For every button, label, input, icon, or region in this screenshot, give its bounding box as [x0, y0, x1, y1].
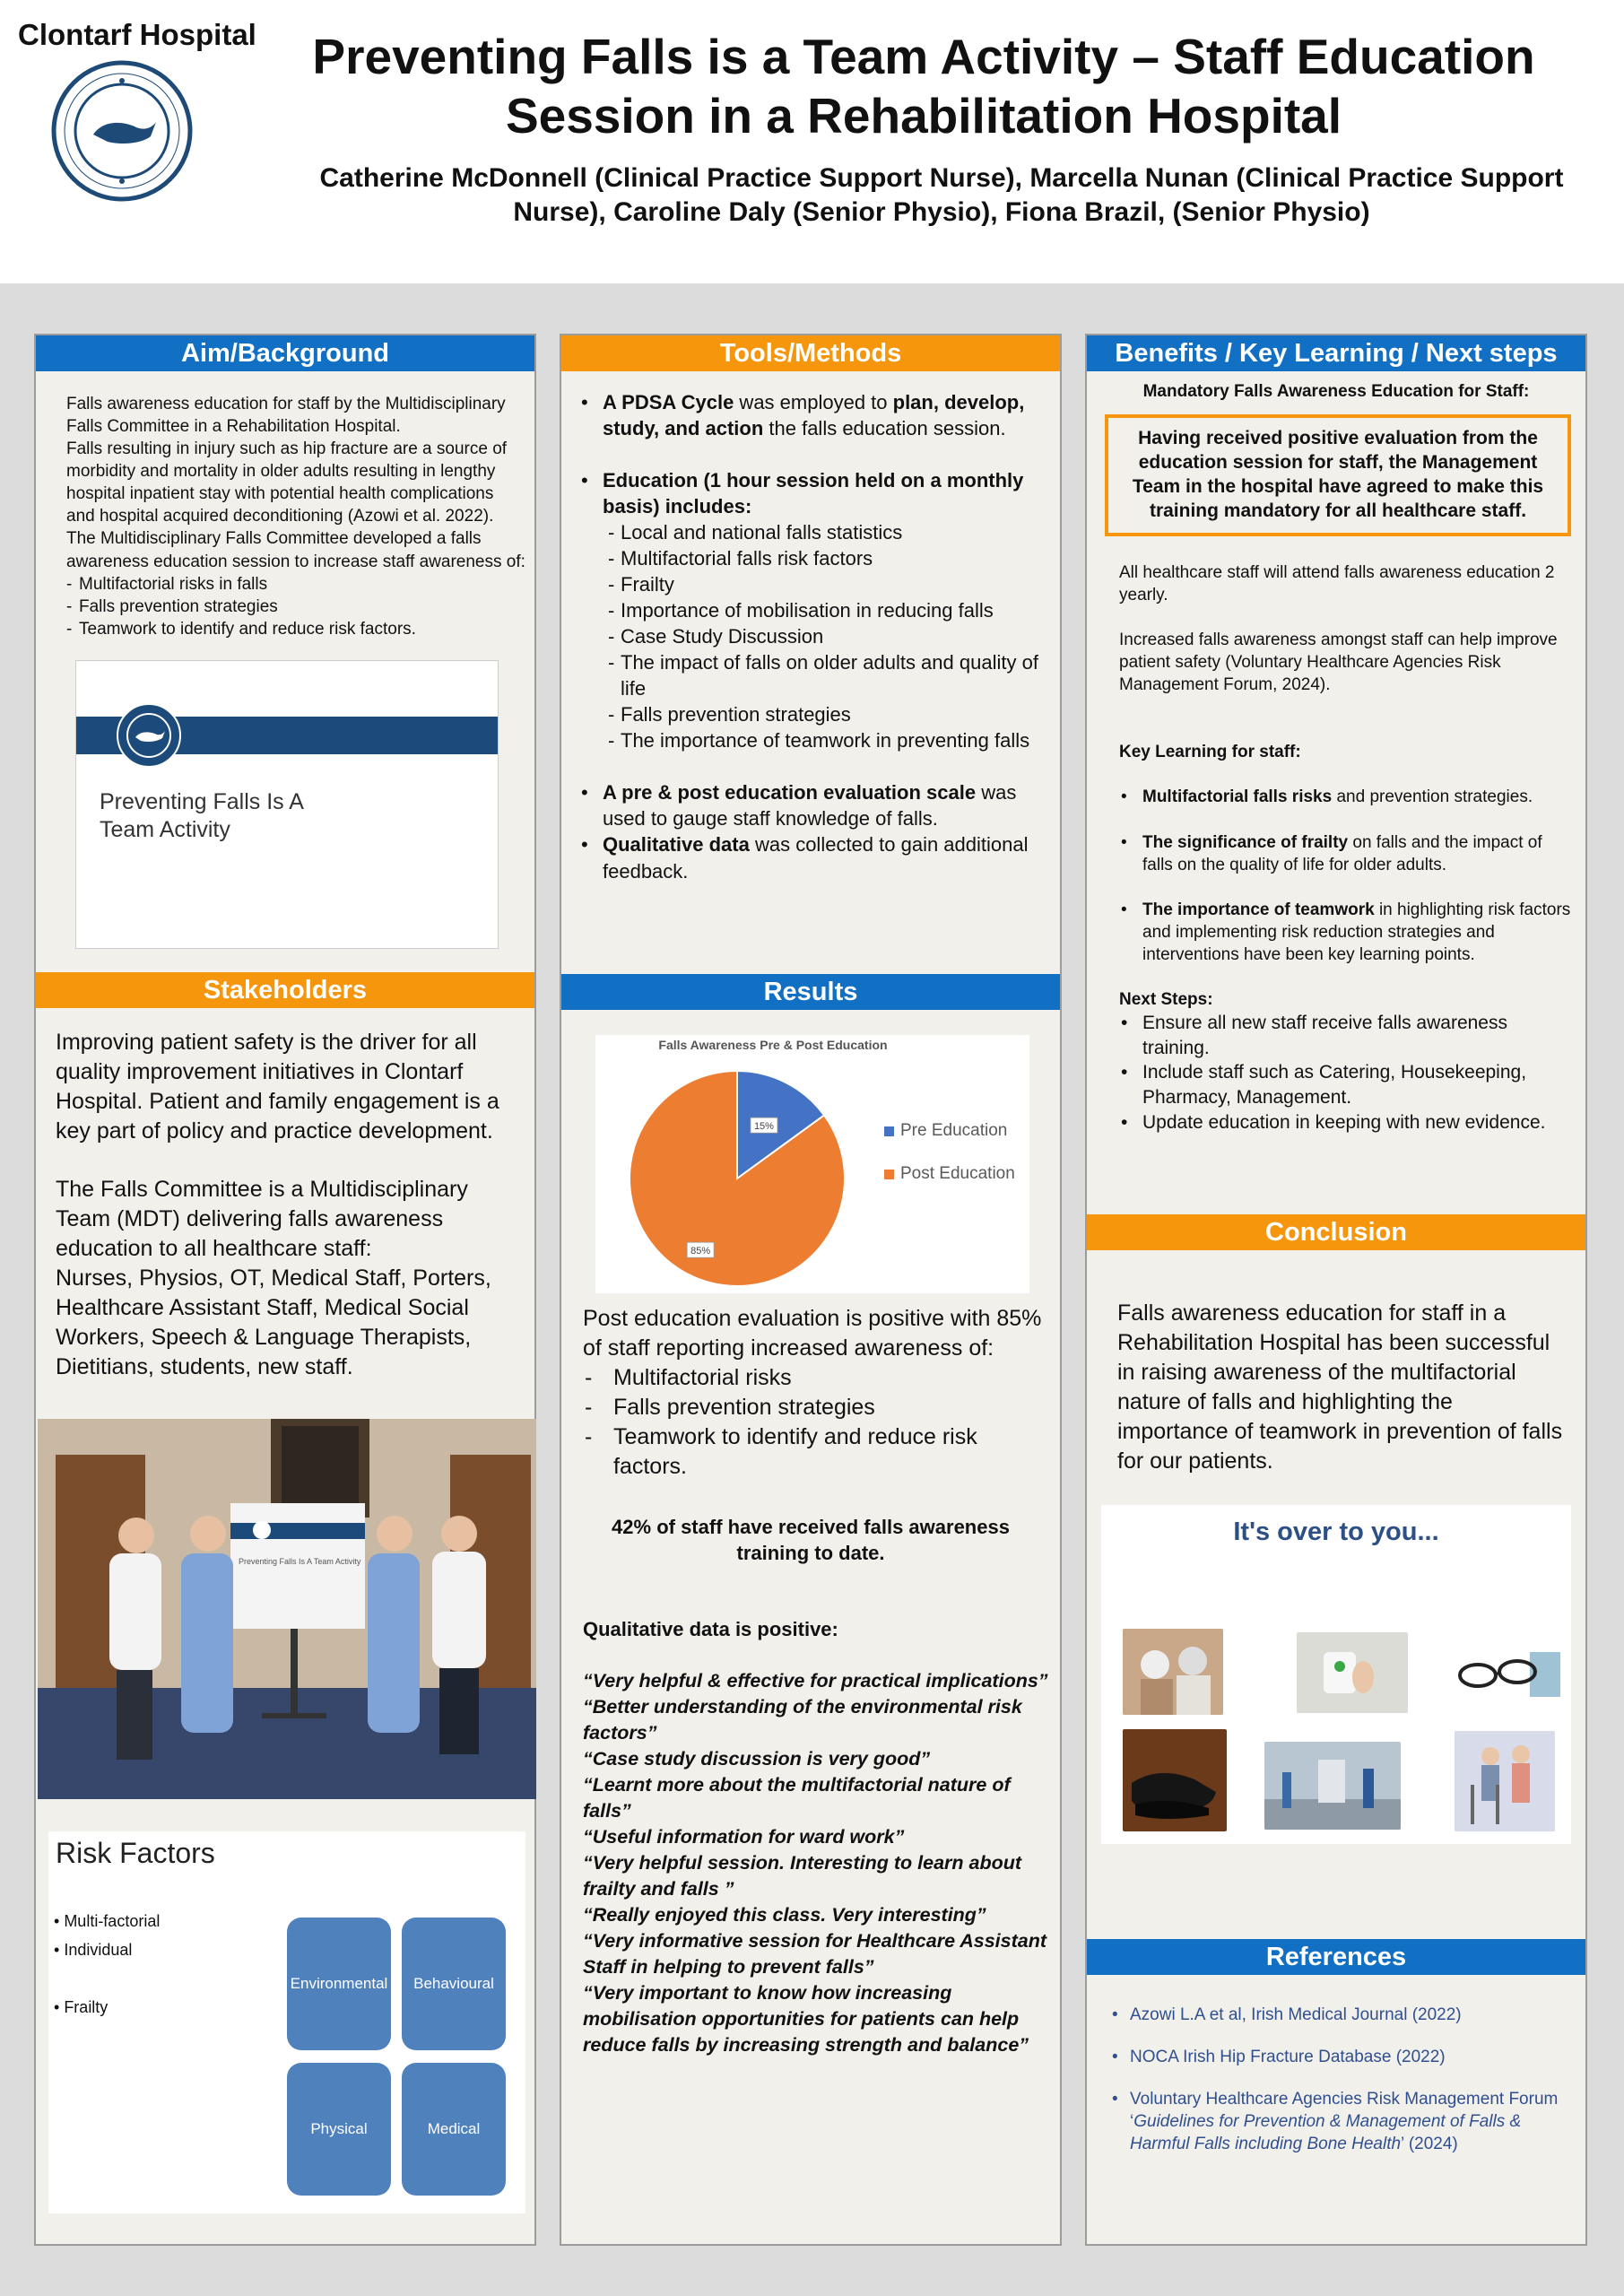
results-stat: 42% of staff have received falls awareness training to date. [612, 1516, 1010, 1565]
hospital-corridor-image [1264, 1742, 1401, 1830]
aim-paragraph-3: The Multidisciplinary Falls Committee developed a falls awareness education session to increase staff awareness of: [66, 529, 525, 571]
education-topics [608, 519, 1046, 753]
list-item: • A PDSA Cycle was employed to plan, develop, study, and action the falls education session. [579, 389, 1046, 441]
risk-item-label: Multi-factorial [64, 1912, 161, 1930]
mandatory-callout: Having received positive evaluation from the education session for staff, the Management Team in the hospital have agreed to make this training mandatory for all healthcare staff. [1105, 414, 1571, 536]
risk-box-behavioural: Behavioural [402, 1918, 506, 2050]
results-text [583, 1304, 1049, 1482]
results-list [583, 1363, 1049, 1482]
stakeholders-paragraph-3: Nurses, Physios, OT, Medical Staff, Porters, Healthcare Assistant Staff, Medical Social Workers, Speech & Language Therapists, Dietitians, students, new staff. [56, 1265, 491, 1379]
stakeholders-paragraph-1: Improving patient safety is the driver for all quality improvement initiatives in Clontarf Hospital. Patient and family engagement is a key part of policy and practice development. [56, 1030, 499, 1144]
reference-item: • Voluntary Healthcare Agencies Risk Management Forum ‘Guidelines for Prevention & Management of Falls & Harmful Falls including Bone Health’ (2024) [1099, 2088, 1575, 2155]
reference-item: • Azowi L.A et al, Irish Medical Journal (2022) [1099, 2004, 1575, 2026]
list-item: - Importance of mobilisation in reducing falls [608, 597, 1046, 623]
quote: “Very informative session for Healthcare Assistant Staff in helping to prevent falls” [583, 1930, 1046, 1979]
conclusion-text: Falls awareness education for staff in a Rehabilitation Hospital has been successful in raising awareness of the multifactorial nature of falls and highlighting the importance of teamwork in prevention of falls for our patients. [1117, 1300, 1563, 1474]
hospital-logo [50, 59, 194, 203]
list-item: • Individual [54, 1941, 133, 1959]
risk-box-medical: Medical [402, 2063, 506, 2196]
quote: “Learnt more about the multifactorial nature of falls” [583, 1774, 1011, 1822]
aim-list [66, 573, 525, 640]
list-item: • A pre & post education evaluation scale was used to gauge staff knowledge of falls. [579, 779, 1046, 831]
list-item: • Qualitative data was collected to gain additional feedback. [579, 831, 1046, 883]
aim-paragraph-1: Falls awareness education for staff by the Multidisciplinary Falls Committee in a Rehabilitation Hospital. [66, 395, 506, 437]
chart-title: Falls Awareness Pre & Post Education [658, 1038, 888, 1052]
results-heading: Results [561, 974, 1060, 1010]
benefits-heading: Benefits / Key Learning / Next steps [1087, 335, 1585, 371]
legend-label: Pre Education [900, 1121, 1008, 1140]
results-paragraph: Post education evaluation is positive with 85% of staff reporting increased awareness of: [583, 1306, 1042, 1361]
next-steps-heading: Next Steps: [1119, 989, 1213, 1009]
risk-list [54, 1907, 160, 2022]
list-item: - Frailty [608, 571, 1046, 597]
quote: “Very important to know how increasing mobilisation opportunities for patients can help reduce falls by increasing strength and balance” [583, 1982, 1029, 2057]
poster-authors: Catherine McDonnell (Clinical Practice Support Nurse), Marcella Nunan (Clinical Practice Support Nurse), Caroline Daly (Senior Physio), Fiona Brazil, (Senior Physio) [319, 163, 1564, 227]
risk-item-label: Individual [64, 1941, 133, 1959]
qualitative-heading: Qualitative data is positive: [583, 1618, 838, 1640]
list-item: • The significance of frailty on falls and the impact of falls on the quality of life for older adults. [1119, 831, 1573, 876]
quote: “Useful information for ward work” [583, 1826, 905, 1848]
key-learning-heading: Key Learning for staff: [1119, 743, 1301, 762]
list-item: • Multi-factorial [54, 1912, 161, 1930]
conclusion-heading: Conclusion [1087, 1214, 1585, 1250]
benefits-paragraph-2: Increased falls awareness amongst staff can help improve patient safety (Voluntary Healthcare Agencies Risk Management Forum, 2024). [1119, 631, 1558, 695]
risk-title: Risk Factors [56, 1837, 215, 1869]
glasses-image [1451, 1639, 1562, 1704]
list-item: - The importance of teamwork in preventing falls [608, 727, 1046, 753]
stakeholders-heading: Stakeholders [36, 972, 534, 1008]
quote: “Very helpful session. Interesting to learn about frailty and falls ” [583, 1852, 1022, 1900]
list-item: - Local and national falls statistics [608, 519, 1046, 545]
organisation-name: Clontarf Hospital [18, 18, 256, 51]
column-right [1085, 334, 1587, 2246]
risk-factors-slide [48, 1831, 525, 2213]
shoes-image [1123, 1729, 1227, 1831]
risk-box-environmental: Environmental [287, 1918, 391, 2050]
over-to-you-title: It's over to you... [1233, 1518, 1439, 1546]
legend-swatch [884, 1170, 894, 1179]
title-slide-image [75, 660, 499, 949]
photo-screen-text: Preventing Falls Is A Team Activity [239, 1557, 361, 1566]
poster-header [0, 0, 1624, 283]
key-learning-list [1119, 786, 1573, 965]
pie-chart-panel [595, 1035, 1029, 1293]
pie-data-label: 85% [690, 1246, 711, 1257]
over-to-you-panel [1101, 1505, 1571, 1844]
elderly-couple-image [1123, 1629, 1223, 1715]
risk-item-label: Frailty [64, 1998, 109, 2016]
quote: “Case study discussion is very good” [583, 1748, 931, 1770]
benefits-paragraph-1: All healthcare staff will attend falls awareness education 2 yearly. [1119, 563, 1555, 605]
slide-logo [116, 702, 182, 769]
risk-box-physical: Physical [287, 2063, 391, 2196]
benefits-text [1119, 561, 1573, 1135]
quote: “Very helpful & effective for practical implications” [583, 1670, 1048, 1692]
list-item: • Education (1 hour session held on a monthly basis) includes: - Local and national falls statistics - Multifactorial falls risk factors - Frailty - Importance of mobilisation in reducing falls - Case Study Discussion - The impact of falls on older adults and quality of life - Falls prevention strategies - The importance of teamwork in preventing falls [579, 467, 1046, 753]
walking-frame-image [1455, 1731, 1555, 1831]
tools-text [579, 389, 1046, 884]
list-item: • Update education in keeping with new evidence. [1119, 1110, 1573, 1135]
reference-item: • NOCA Irish Hip Fracture Database (2022) [1099, 2046, 1575, 2068]
aim-paragraph-2: Falls resulting in injury such as hip fracture are a source of morbidity and mortality in older adults resulting in lengthy hospital inpatient stay with potential health complications and hospital acquired deconditioning (Azowi et al. 2022). [66, 439, 508, 526]
column-middle [560, 334, 1062, 2246]
list-item: • Multifactorial falls risks and prevention strategies. [1119, 786, 1573, 808]
quote: “Better understanding of the environmental risk factors” [583, 1696, 1022, 1744]
list-item: - Teamwork to identify and reduce risk factors. [66, 618, 525, 640]
quote: “Really enjoyed this class. Very interesting” [583, 1904, 986, 1926]
tools-list [579, 389, 1046, 884]
list-item: - Falls prevention strategies [66, 596, 525, 618]
quotes-list [583, 1668, 1053, 2058]
list-item: - Multifactorial risks [583, 1363, 1049, 1393]
mandatory-heading: Mandatory Falls Awareness Education for Staff: [1142, 382, 1530, 401]
legend-swatch [884, 1126, 894, 1136]
list-item: - Multifactorial falls risk factors [608, 545, 1046, 571]
aim-heading: Aim/Background [36, 335, 534, 371]
references-heading: References [1087, 1939, 1585, 1975]
next-steps-list [1119, 1011, 1573, 1135]
tools-heading: Tools/Methods [561, 335, 1060, 371]
list-item: • Include staff such as Catering, Housekeeping, Pharmacy, Management. [1119, 1060, 1573, 1109]
list-item: - Falls prevention strategies [608, 701, 1046, 727]
aim-text [66, 393, 525, 640]
list-item: • Frailty [54, 1998, 109, 2016]
list-item: • Ensure all new staff receive falls awareness training. [1119, 1011, 1573, 1060]
pie-data-label: 15% [753, 1121, 774, 1133]
list-item: • The importance of teamwork in highlighting risk factors and implementing risk reduction strategies and interventions have been key learning points. [1119, 899, 1573, 966]
poster-title: Preventing Falls is a Team Activity – Staff Education Session in a Rehabilitation Hospital [312, 29, 1535, 144]
pie-chart [595, 1035, 1029, 1293]
stakeholders-paragraph-2: The Falls Committee is a Multidisciplinary Team (MDT) delivering falls awareness education to all healthcare staff: [56, 1177, 468, 1261]
legend-label: Post Education [900, 1164, 1015, 1183]
alarm-button-image [1297, 1632, 1408, 1713]
list-item: - Teamwork to identify and reduce risk factors. [583, 1422, 1049, 1482]
list-item: - Multifactorial risks in falls [66, 573, 525, 596]
column-left [34, 334, 536, 2246]
list-item: - Falls prevention strategies [583, 1393, 1049, 1422]
list-item: - Case Study Discussion [608, 623, 1046, 649]
team-photo [38, 1419, 536, 1799]
references-list [1099, 2004, 1575, 2175]
stakeholders-text [56, 1028, 522, 1382]
slide-title: Preventing Falls Is A Team Activity [100, 789, 303, 842]
list-item: - The impact of falls on older adults and quality of life [608, 649, 1046, 701]
